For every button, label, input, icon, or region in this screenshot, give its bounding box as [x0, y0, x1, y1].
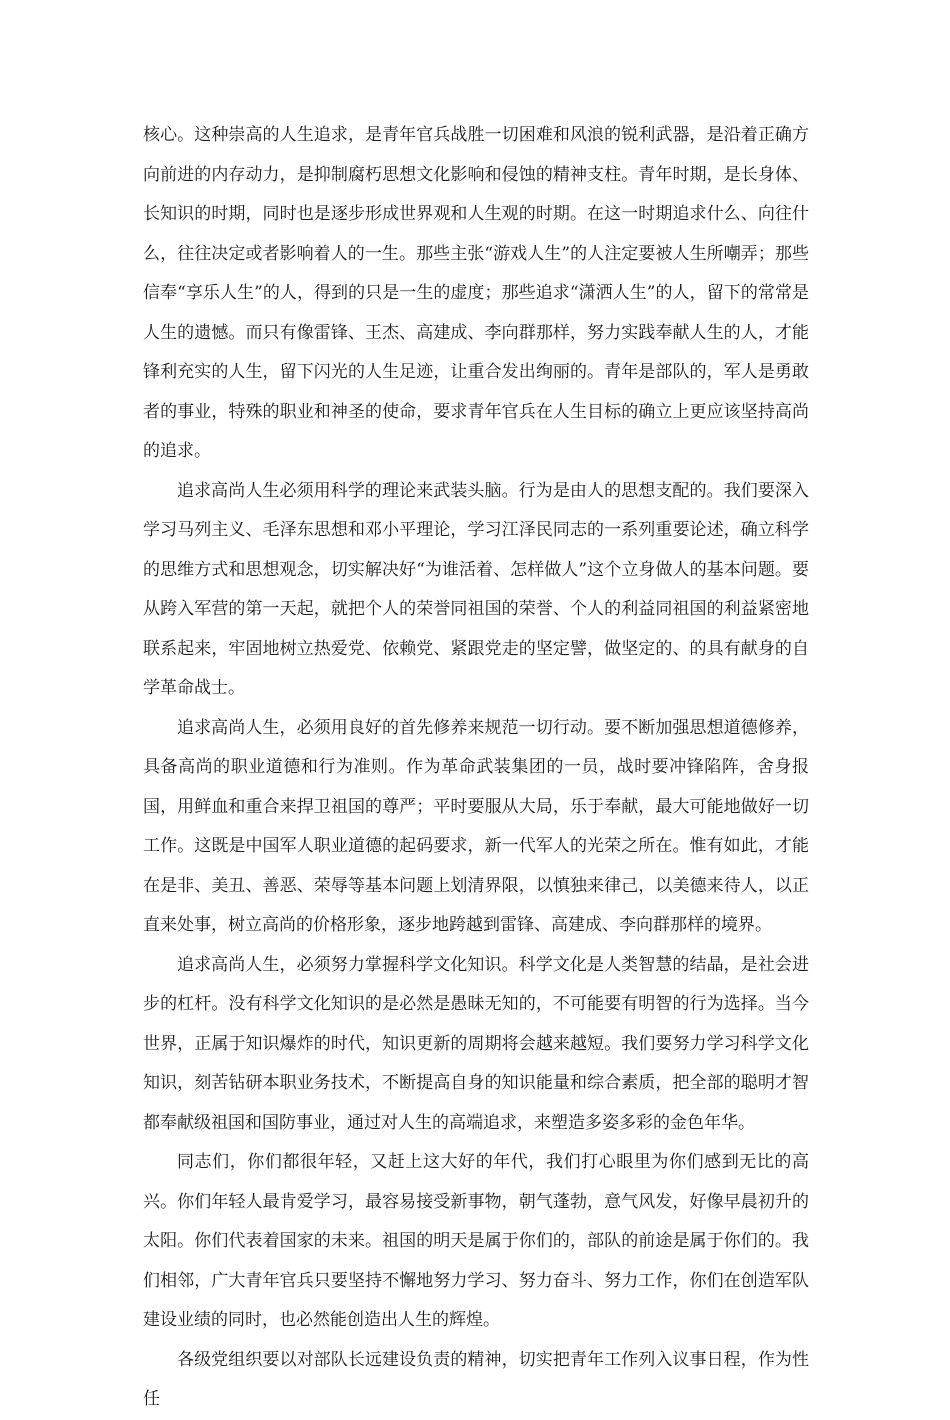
paragraph-continued: 核心。这种崇高的人生追求，是青年官兵战胜一切困难和风浪的锐利武器，是沿着正确方向前进的内存动力，是抑制腐朽思想文化影响和侵蚀的精神支柱。青年时期，是长身体、长知识的时期，同时也是逐步形成世界观和人生观的时期。在这一时期追求什么、向往什么，往往决定或者影响着人的一生。那些主张“游戏人生”的人注定要被人生所嘲弄；那些信奉“享乐人生”的人，得到的只是一生的虚度；那些追求“潇洒人生”的人，留下的常常是人生的遗憾。而只有像雷锋、王杰、高建成、李向群那样，努力实践奉献人生的人，才能锋利充实的人生，留下闪光的人生足迹，让重合发出绚丽的。青年是部队的，军人是勇敢者的事业，特殊的职业和神圣的使命，要求青年官兵在人生目标的确立上更应该坚持高尚的追求。 — [143, 125, 809, 461]
paragraph-scientific-theory: 追求高尚人生必须用科学的理论来武装头脑。行为是由人的思想支配的。我们要深入学习马列主义、毛泽东思想和邓小平理论，学习江泽民同志的一系列重要论述，确立科学的思维方式和思想观念，切实解决好“为谁活着、怎样做人”这个立身做人的基本问题。要从跨入军营的第一天起，就把个人的荣誉同祖国的荣誉、个人的利益同祖国的利益紧密地联系起来，牢固地树立热爱党、依赖党、紧跟党走的坚定譬，做坚定的、的具有献身的自学革命战士。 — [143, 480, 809, 698]
paragraph-moral-cultivation: 追求高尚人生，必须用良好的首先修养来规范一切行动。要不断加强思想道德修养，具备高尚的职业道德和行为准则。作为革命武装集团的一员，战时要冲锋陷阵，舍身报国，用鲜血和重合来捍卫祖国的尊严；平时要服从大局，乐于奉献，最大可能地做好一切工作。这既是中国军人职业道德的起码要求，新一代军人的光荣之所在。惟有如此，才能在是非、美丑、善恶、荣辱等基本问题上划清界限，以慎独来律己，以美德来待人，以正直来处事，树立高尚的价格形象，逐步地跨越到雷锋、高建成、李向群那样的境界。 — [143, 717, 809, 935]
paragraph-scientific-knowledge: 追求高尚人生，必须努力掌握科学文化知识。科学文化是人类智慧的结晶，是社会进步的杠杆。没有科学文化知识的是必然是愚昧无知的，不可能要有明智的行为选择。当今世界，正属于知识爆炸的时代，知识更新的周期将会越来越短。我们要努力学习科学文化知识，刻苦钻研本职业务技术，不断提高自身的知识能量和综合素质，把全部的聪明才智都奉献级祖国和国防事业，通过对人生的高端追求，来塑造多姿多彩的金色年华。 — [143, 954, 809, 1133]
document-page — [143, 116, 809, 1420]
paragraph-party-organizations: 各级党组织要以对部队长远建设负责的精神，切实把青年工作列入议事日程，作为性任 — [143, 1349, 809, 1409]
paragraph-comrades: 同志们，你们都很年轻，又赶上这大好的年代，我们打心眼里为你们感到无比的高兴。你们年轻人最肯爱学习，最容易接受新事物，朝气蓬勃，意气风发，好像早晨初升的太阳。你们代表着国家的未来。祖国的明天是属于你们的，部队的前途是属于你们的。我们相邻，广大青年官兵只要坚持不懈地努力学习、努力奋斗、努力工作，你们在创造军队建设业绩的同时，也必然能创造出人生的辉煌。 — [143, 1152, 809, 1330]
